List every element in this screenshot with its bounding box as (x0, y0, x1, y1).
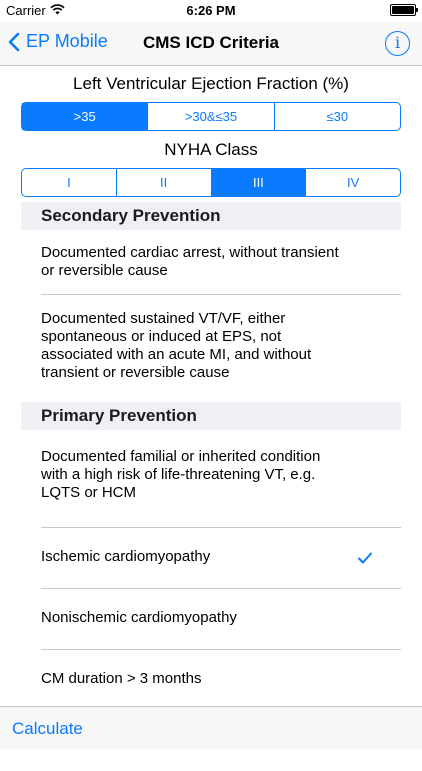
nyha-segmented-control (21, 168, 401, 197)
criteria-label: Documented familial or inherited condition with a high risk of life-threatening VT, e.g. LQTS or HCM (41, 448, 321, 501)
nyha-segment-i[interactable]: I (67, 175, 71, 190)
chevron-left-icon (8, 32, 20, 52)
criteria-label: Ischemic cardiomyopathy (41, 548, 211, 565)
nyha-segment-iv[interactable]: IV (305, 169, 400, 196)
lvef-title: Left Ventricular Ejection Fraction (%) (73, 74, 349, 93)
lvef-segment-30-35[interactable]: >30&≤35 (147, 103, 273, 130)
lvef-segment-gt35[interactable]: >35 (22, 103, 147, 130)
status-time: 6:26 PM (186, 3, 236, 18)
criteria-row[interactable] (41, 528, 401, 589)
criteria-label: CM duration > 3 months (41, 670, 202, 687)
info-icon: i (394, 33, 401, 52)
checkmark-icon (357, 550, 373, 571)
criteria-row[interactable] (41, 295, 401, 397)
section-header-secondary: Secondary Prevention (21, 202, 401, 230)
lvef-segmented-control (21, 102, 401, 131)
criteria-row[interactable] (41, 650, 401, 711)
status-right (390, 4, 416, 16)
info-button[interactable] (385, 31, 410, 56)
criteria-label: Documented cardiac arrest, without transient or reversible cause (41, 244, 339, 279)
status-bar (0, 0, 422, 22)
back-button[interactable] (8, 31, 108, 52)
criteria-row[interactable] (41, 589, 401, 650)
secondary-prevention-section (0, 230, 422, 397)
criteria-list[interactable] (0, 202, 422, 706)
navigation-bar (0, 22, 422, 66)
lvef-segment-le30[interactable]: ≤30 (274, 103, 400, 130)
back-button-label: EP Mobile (26, 31, 108, 51)
bottom-toolbar (0, 706, 422, 750)
page-title: CMS ICD Criteria (142, 33, 280, 52)
calculate-button[interactable]: Calculate (12, 719, 83, 738)
criteria-row[interactable] (41, 430, 401, 528)
nyha-segment-iii[interactable]: III (211, 169, 306, 196)
criteria-label: Nonischemic cardiomyopathy (41, 609, 237, 626)
battery-icon (390, 4, 416, 16)
nyha-title: NYHA Class (164, 140, 258, 159)
criteria-label: Documented sustained VT/VF, either spontaneous or induced at EPS, not associated with an acute MI, and without transient or reversible cause (41, 310, 312, 381)
section-header-primary: Primary Prevention (21, 402, 401, 430)
carrier-label: Carrier (6, 3, 46, 18)
criteria-row[interactable] (41, 230, 401, 295)
nyha-segment-ii[interactable]: II (116, 169, 211, 196)
